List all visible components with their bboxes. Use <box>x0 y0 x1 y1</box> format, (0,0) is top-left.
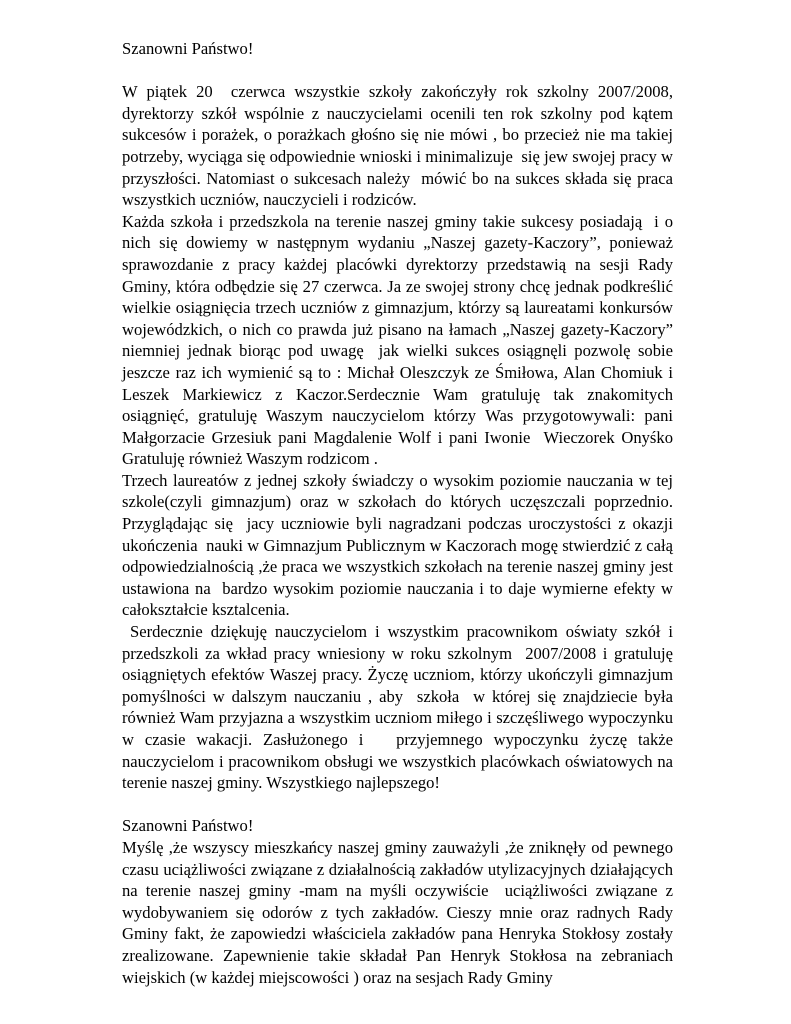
paragraph: Myślę ,że wszyscy mieszkańcy naszej gminy zauważyli ,że zniknęły od pewnego czasu uciążliwości związane z działalnością zakładów utylizacyjnych działających na terenie naszej gminy -mam na myśli oczywiście uciążliwości związane z wydobywaniem się odorów z tych zakładów. Cieszy mnie oraz radnych Rady Gminy fakt, że zapowiedzi właściciela zakładów pana Henryka Stokłosy zostały zrealizowane. Zapewnienie takie składał Pan Henryk Stokłosa na zebraniach wiejskich (w każdej miejscowości ) oraz na sesjach Rady Gminy <box>122 837 678 987</box>
greeting-2: Szanowni Państwo! <box>122 816 254 836</box>
blank-line <box>122 60 673 82</box>
paragraph: Trzech laureatów z jednej szkoły świadczy o wysokim poziomie nauczania w tej szkole(czyli gimnazjum) oraz w szkołach do których uczęszczali poprzednio. Przyglądając się jacy uczniowie byli nagradzani podczas uroczystości z okazji ukończenia nauki w Gimnazjum Publicznym w Kaczorach mogę stwierdzić z całą odpowiedzialnością ,że praca we wszystkich szkołach na terenie naszej gminy jest ustawiona na bardzo wysokim poziomie nauczania i to daje wymierne efekty w całokształcie ksztalcenia. <box>122 470 678 620</box>
blank-line <box>122 794 673 816</box>
paragraph: Serdecznie dziękuję nauczycielom i wszystkim pracownikom oświaty szkół i przedszkoli za wkład pracy wniesiony w roku szkolnym 2007/2008 i gratuluję osiągniętych efektów Waszej pracy. Życzę uczniom, którzy ukończyli gimnazjum pomyślności w dalszym nauczaniu , aby szkoła w której się znajdziecie była również Wam przyjazna a wszystkim uczniom miłego i szczęśliwego wypoczynku w czasie wakacji. Zasłużonego i przyjemnego wypoczynku życzę także nauczycielom i pracownikom obsługi we wszystkich placówkach oświatowych na terenie naszej gminy. Wszystkiego najlepszego! <box>122 622 678 793</box>
paragraph: Każda szkoła i przedszkola na terenie naszej gminy takie sukcesy posiadają i o nich się dowiemy w następnym wydaniu „Naszej gazety-Kaczory”, ponieważ sprawozdanie z pracy każdej placówki dyrektorzy przedstawią na sesji Rady Gminy, która odbędzie się 27 czerwca. Ja ze swojej strony chcę jednak podkreślić wielkie osiągnięcia trzech uczniów z gimnazjum, którzy są laureatami konkursów wojewódzkich, o nich co prawda już pisano na łamach „Naszej gazety-Kaczory” niemniej jednak biorąc pod uwagę jak wielki sukces osiągnęli pozwolę sobie jeszcze raz ich wymienić są to : Michał Oleszczyk ze Śmiłowa, Alan Chomiuk i Leszek Markiewicz z Kaczor.Serdecznie Wam gratuluję tak znakomitych osiągnięć, gratuluję Waszym nauczycielom którzy Was przygotowywali: pani Małgorzacie Grzesiuk pani Magdalenie Wolf i pani Iwonie Wieczorek Onyśko Gratuluję również Waszym rodzicom . <box>122 211 678 469</box>
greeting-1: Szanowni Państwo! <box>122 39 254 58</box>
document-page <box>122 38 678 988</box>
paragraph: W piątek 20 czerwca wszystkie szkoły zakończyły rok szkolny 2007/2008, dyrektorzy szkół wspólnie z nauczycielami ocenili ten rok szkolny pod kątem sukcesów i porażek, o porażkach głośno się nie mówi , bo przecież nie ma takiej potrzeby, wyciąga się odpowiednie wnioski i minimalizuje się jew swojej pracy w przyszłości. Natomiast o sukcesach należy mówić bo na sukces składa się praca wszystkich uczniów, nauczycieli i rodziców. <box>122 82 678 210</box>
